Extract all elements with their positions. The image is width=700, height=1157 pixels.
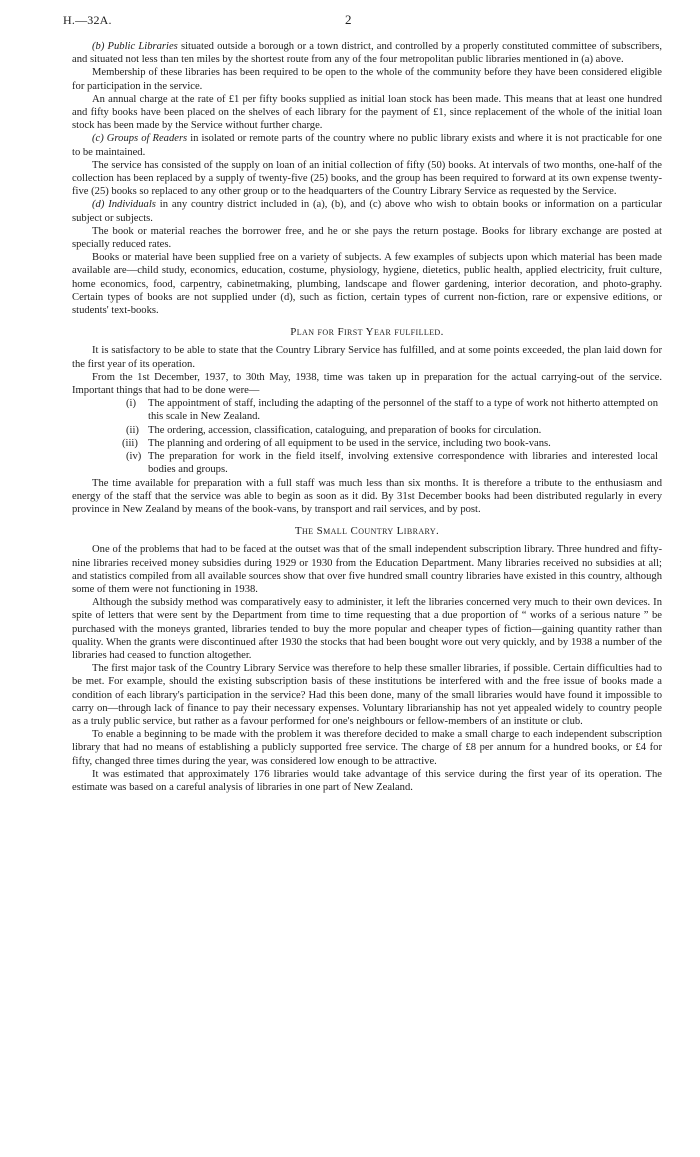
paragraph-subscription-library: One of the problems that had to be faced at the outset was that of the small independent subscription library. Three hundred and fifty-nine libraries received money subsidies during 1929 or 1930 from the Education Department. Many libraries received no subsidies at all; and statistics compiled from all available sources show that over five hundred small country libraries have existed in this country, although some of them were not functioning in 1938. — [72, 544, 662, 595]
page-number: 2 — [345, 12, 352, 27]
paragraph-groups-of-readers — [72, 132, 662, 158]
preparation-list — [72, 397, 662, 476]
section-heading-plan: Plan for First Year fulfilled. — [290, 326, 444, 339]
paragraph-preparation: From the 1st December, 1937, to 30th May, 1938, time was taken up in preparation for the actual carrying-out of the service. Important things that had to be done were— — [72, 371, 662, 397]
paragraph-subsidy-method: Although the subsidy method was comparatively easy to administer, it left the libraries concerned very much to their own devices. In spite of letters that were sent by the Department from time to time requesting that a due proportion of “ works of a serious nature ” be purchased with the moneys granted, libraries tended to buy the more popular and cheaper types of fiction—gaining quantity rather than quality. When the grants were discontinued after 1930 the stocks that had been bought wore out very quickly, and by 1938 a number of the libraries had ceased to function altogether. — [72, 597, 662, 661]
paragraph-estimate: It was estimated that approximately 176 libraries would take advantage of this service during the first year of its operation. The estimate was based on a careful analysis of libraries in one part of New Zealand. — [72, 768, 662, 793]
paragraph-text: in any country district included in (a), (b), and (c) above who wish to obtain books or information on a particular subject or subjects. — [72, 199, 662, 224]
list-item-text: The ordering, accession, classification, cataloguing, and preparation of books for circulation. — [148, 424, 542, 436]
list-item-number: (iii) — [122, 437, 138, 449]
paragraph-first-major-task: The first major task of the Country Library Service was therefore to help these smaller libraries, if possible. Certain difficulties had to be met. For example, should the existing subscription basis of these institutions be interfered with and the free issue of books made a condition of each library's participation in the service? Had this been done, many of the small libraries would have found it impossible to carry on—through lack of finance to pay their necessary expenses. Voluntary librarianship has not yet appealed widely to country people as a truly public service, but rather as a favour performed for one's neighbours or fellow-members of an institute or club. — [72, 663, 662, 727]
list-item-number: (i) — [126, 398, 136, 410]
paragraph-subjects: Books or material have been supplied free on a variety of subjects. A few examples of subjects upon which material has been made available are—child study, economics, education, costume, physiology, hygiene, dietetics, public health, applied electricity, fruit culture, home economics, food, carpentry, cabinetmaking, plumbing, landscape and flower gardening, interior decoration, and photo-graphy. Certain types of books are not supplied under (d), such as fiction, certain types of current non-fiction, rare or expensive editions, or students' text-books. — [72, 252, 662, 317]
list-item-text: The appointment of staff, including the adapting of the personnel of the staff to a type of work not hitherto attempted on this scale in New Zealand. — [148, 398, 658, 423]
paragraph-text: situated outside a borough or a town district, and controlled by a properly constituted committee of subscribers, and situated not less than ten miles by the shortest route from any of the four metropolitan public libraries mentioned in (a) above. — [72, 41, 662, 66]
list-item-number: (ii) — [126, 424, 139, 436]
paragraph-label: (c) Groups of Readers — [92, 133, 188, 145]
paragraph-label: (d) Individuals — [92, 199, 156, 211]
section-heading-small-library: The Small Country Library. — [294, 525, 440, 538]
list-item — [72, 424, 662, 437]
list-item-text: The planning and ordering of all equipment to be used in the service, including two book-vans. — [148, 437, 551, 449]
paragraph-group-service: The service has consisted of the supply on loan of an initial collection of fifty (50) books. At intervals of two months, one-half of the collection has been replaced by a supply of twenty-five (25) books, and the group has been required to forward at its own expense twenty-five (25) books so replaced to any other group or to the headquarters of the Country Library Service as requested by the Service. — [72, 159, 662, 198]
list-item — [72, 397, 662, 423]
document-reference: H.—32A. — [63, 13, 112, 27]
paragraph-plan-fulfilled: It is satisfactory to be able to state that the Country Library Service has fulfilled, and at some points exceeded, the plan laid down for the first year of its operation. — [72, 345, 662, 370]
list-item-text: The preparation for work in the field itself, involving extensive correspondence with libraries and interested local bodies and groups. — [148, 451, 658, 476]
page-header — [63, 14, 663, 32]
paragraph-annual-charge: An annual charge at the rate of £1 per fifty books supplied as initial loan stock has been made. This means that at least one hundred and fifty books have been placed on the shelves of each library for the payment of £1, since replacement of the whole of the initial loan stock has been made by the Service without further charge. — [72, 93, 662, 132]
paragraph-individuals — [72, 198, 662, 224]
list-item-number: (iv) — [126, 451, 142, 463]
document-body — [72, 40, 662, 794]
paragraph-postage: The book or material reaches the borrower free, and he or she pays the return postage. Books for library exchange are posted at specially reduced rates. — [72, 225, 662, 251]
paragraph-text: in isolated or remote parts of the country where no public library exists and where it is not practicable for one to be maintained. — [72, 133, 662, 158]
paragraph-label: (b) Public Libraries — [92, 41, 178, 52]
paragraph-small-charge: To enable a beginning to be made with the problem it was therefore decided to make a small charge to each independent subscription library that had no means of establishing a publicly supported free service. The charge of £8 per annum for a hundred books, or £4 for fifty, changed three times during the year, was considered low enough to be attractive. — [72, 729, 662, 767]
paragraph-public-libraries — [72, 40, 662, 66]
paragraph-time-available: The time available for preparation with a full staff was much less than six months. It is therefore a tribute to the enthusiasm and energy of the staff that the service was able to begin as soon as it did. By 31st December books had been distributed regularly in every province in New Zealand by means of the book-vans, by transport and rail services, and by post. — [72, 477, 662, 515]
paragraph-membership: Membership of these libraries has been required to be open to the whole of the community before they have been considered eligible for participation in the service. — [72, 67, 662, 92]
list-item — [72, 450, 662, 476]
list-item — [72, 437, 662, 450]
